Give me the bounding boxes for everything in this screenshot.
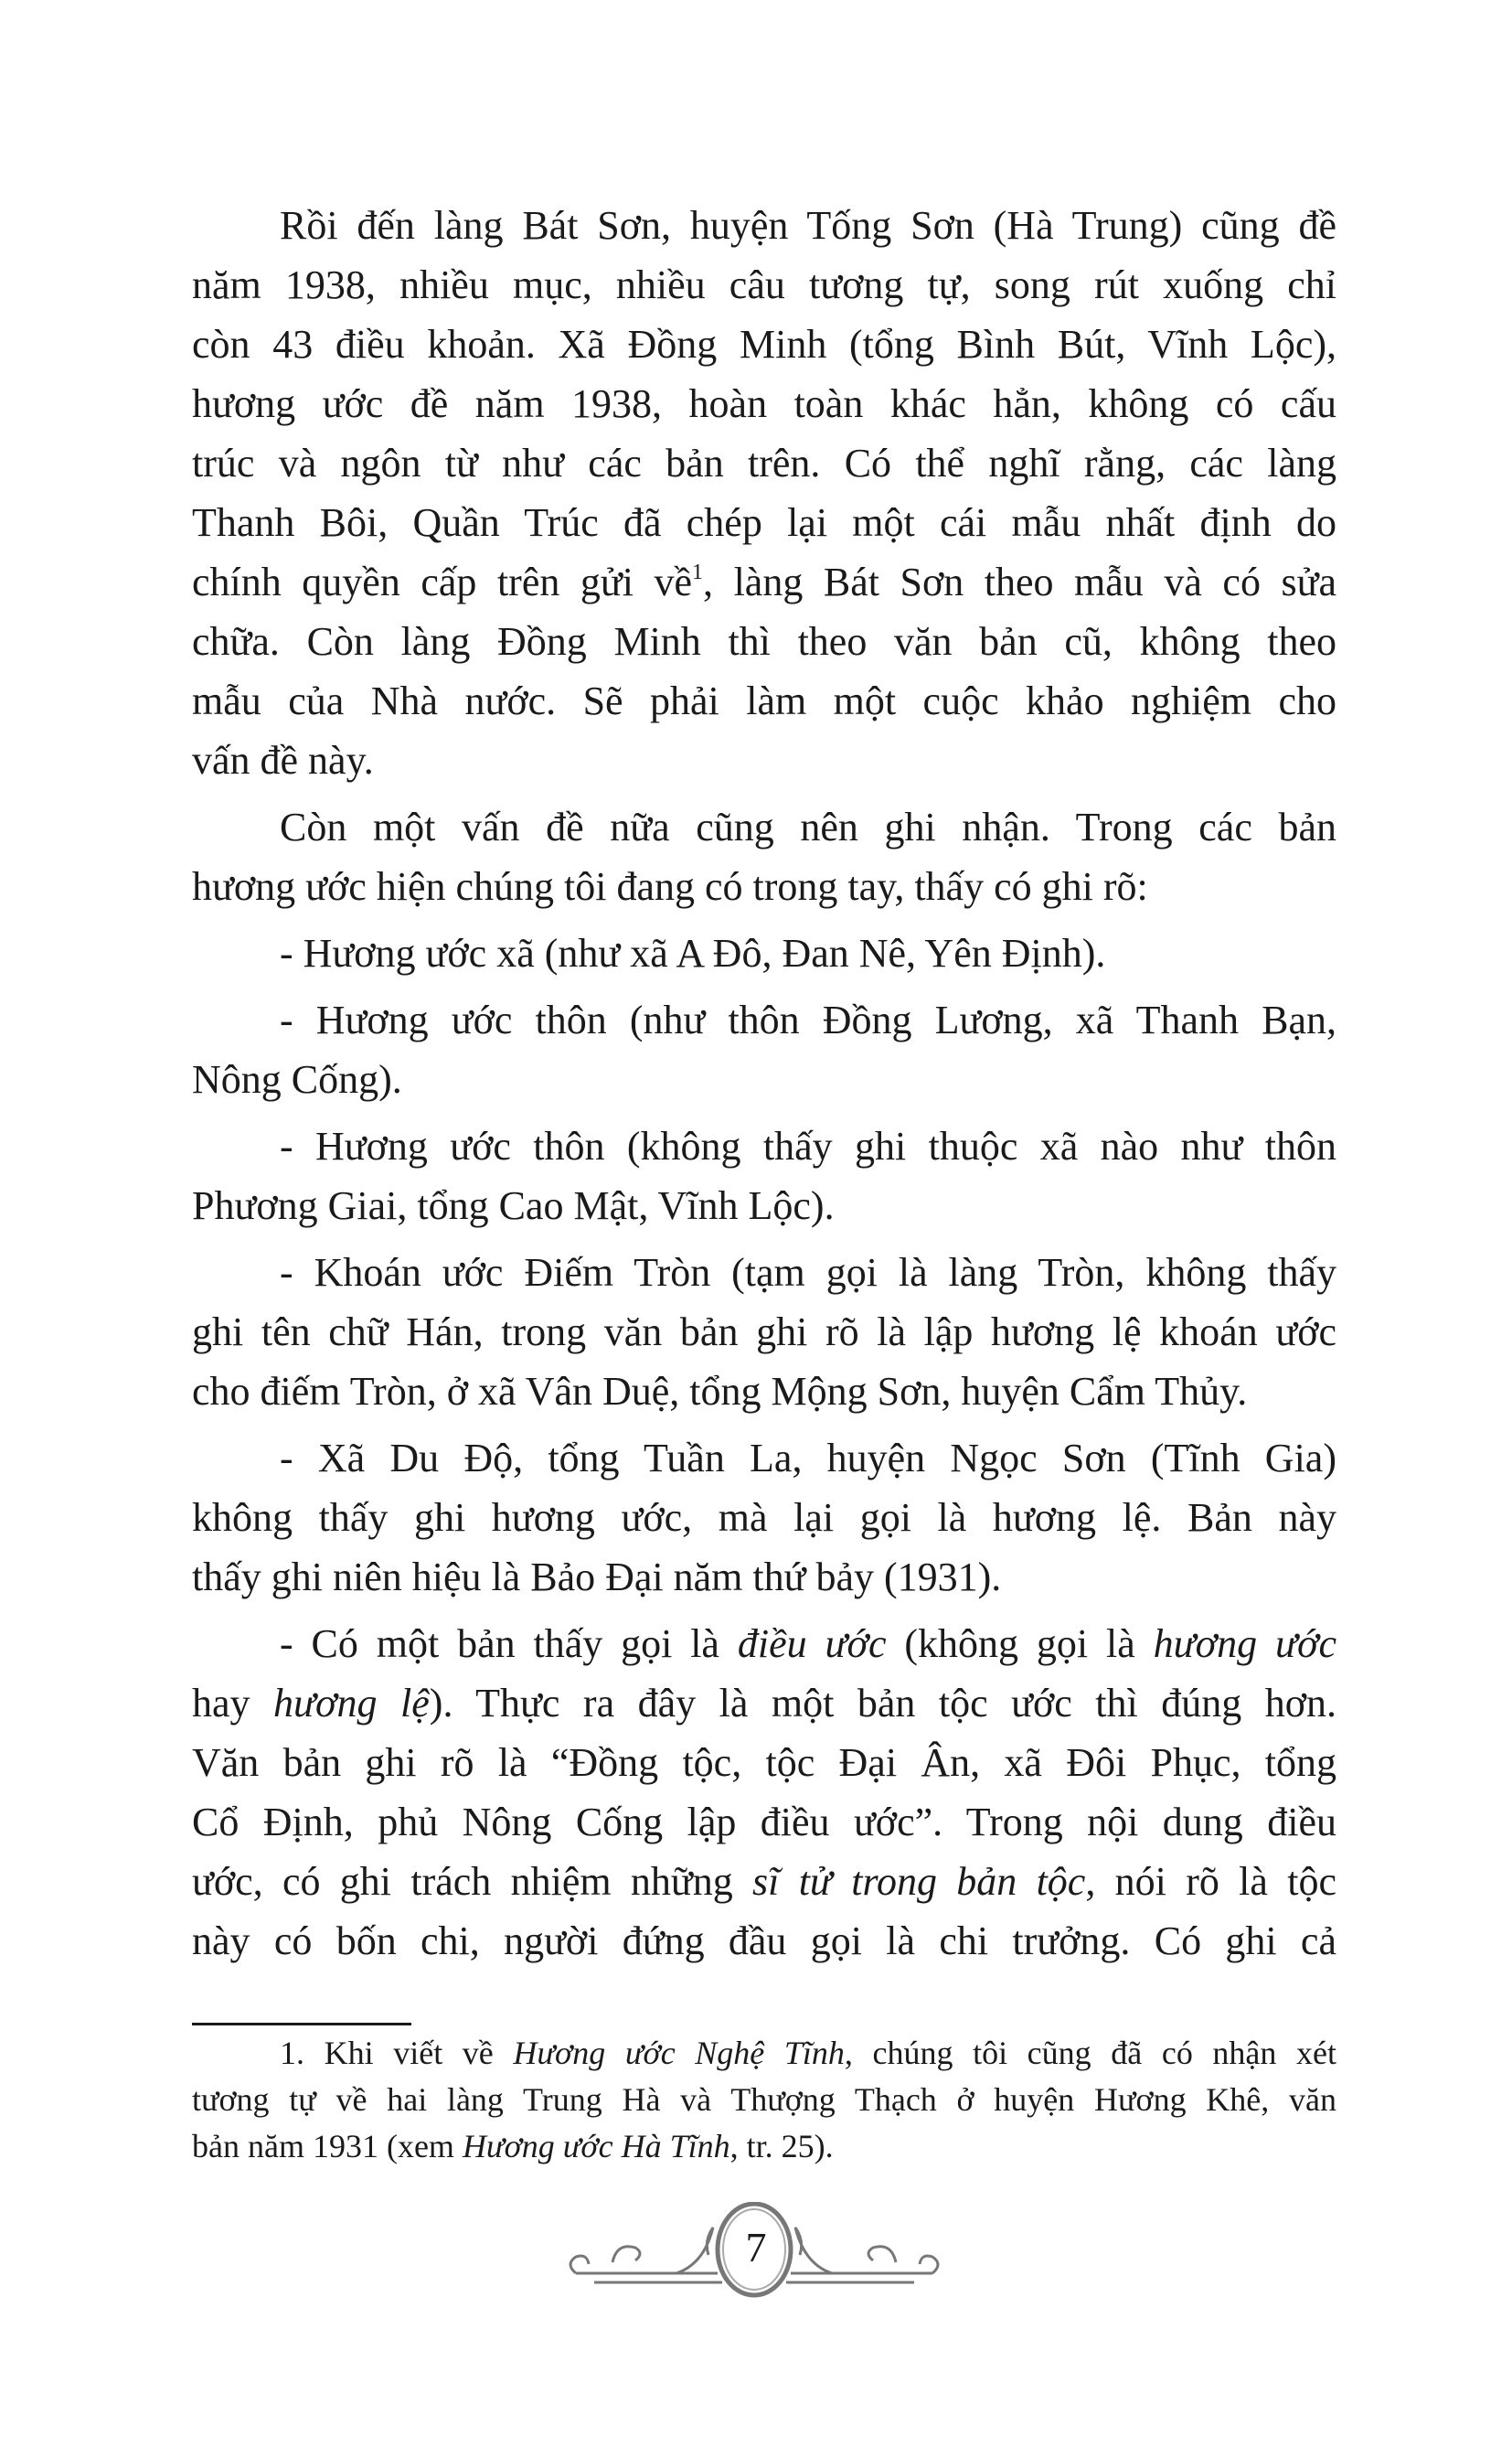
text-segment: , nói rõ là tộc [1085,1859,1336,1904]
text-segment: , tr. 25). [729,2128,834,2164]
text-segment: Văn bản ghi rõ là “Đồng tộc, tộc Đại Ân, xã Đôi Phục, tổng [192,1740,1336,1785]
text-line [192,1792,1336,1852]
paragraph [192,1614,1336,1971]
text-segment: ). Thực ra đây là một bản tộc ước thì đúng hơn. [429,1681,1337,1726]
text-line [192,924,1336,983]
text-segment: năm 1938, nhiều mục, nhiều câu tương tự, song rút xuống chỉ [192,262,1336,307]
text-segment: này có bốn chi, người đứng đầu gọi là chi trưởng. Có ghi cả [192,1918,1336,1963]
text-line [192,1302,1336,1362]
footnote-reference: 1 [692,561,704,584]
paragraph [192,990,1336,1109]
text-segment: , làng Bát Sơn theo mẫu và có sửa [703,560,1336,604]
text-segment: không thấy ghi hương ước, mà lại gọi là hương lệ. Bản này [192,1495,1336,1540]
text-line [192,493,1336,552]
text-line [192,1852,1336,1911]
text-line [192,1176,1336,1235]
text-segment: hương ước hiện chúng tôi đang có trong tay, thấy có ghi rõ: [192,864,1148,909]
italic-text: Hương ước Hà Tĩnh [462,2128,730,2164]
text-line [192,374,1336,433]
text-segment: chữa. Còn làng Đồng Minh thì theo văn bản cũ, không theo [192,619,1336,664]
italic-text: sĩ tử trong bản tộc [752,1859,1086,1904]
text-line [192,255,1336,315]
paragraph [192,196,1336,790]
italic-text: hương ước [1153,1621,1336,1666]
italic-text: điều ước [737,1621,887,1666]
text-segment: còn 43 điều khoản. Xã Đồng Minh (tổng Bình Bút, Vĩnh Lộc), [192,322,1336,367]
paragraph [192,1243,1336,1421]
text-segment: - Hương ước xã (như xã A Đô, Đan Nê, Yên Định). [280,931,1106,976]
text-segment: Còn một vấn đề nữa cũng nên ghi nhận. Trong các bản [280,805,1336,850]
text-segment: ước, có ghi trách nhiệm những [192,1859,753,1904]
footnote [192,2030,1336,2170]
text-segment: ghi tên chữ Hán, trong văn bản ghi rõ là lập hương lệ khoán ước [192,1309,1336,1354]
italic-text: hương lệ [273,1681,430,1726]
paragraph [192,1117,1336,1235]
text-line [192,552,1336,612]
text-segment: hương ước đề năm 1938, hoàn toàn khác hẳn, không có cấu [192,381,1336,426]
text-segment: thấy ghi niên hiệu là Bảo Đại năm thứ bảy (1931). [192,1555,1002,1599]
text-segment: mẫu của Nhà nước. Sẽ phải làm một cuộc khảo nghiệm cho [192,679,1336,723]
text-segment: tương tự về hai làng Trung Hà và Thượng Thạch ở huyện Hương Khê, văn [192,2081,1336,2118]
text-segment: - Có một bản thấy gọi là [280,1621,738,1666]
text-segment: 1. Khi viết về [280,2035,514,2071]
text-line [192,797,1336,857]
text-segment: - Hương ước thôn (như thôn Đồng Lương, xã Thanh Bạn, [280,998,1336,1042]
text-line [192,612,1336,671]
text-line [192,1117,1336,1176]
text-line [192,1911,1336,1971]
page-number: 7 [745,2224,767,2271]
text-line [192,1428,1336,1488]
paragraph [192,797,1336,916]
text-line [192,671,1336,731]
text-segment: trúc và ngôn từ như các bản trên. Có thể nghĩ rằng, các làng [192,441,1336,486]
text-segment: Thanh Bôi, Quần Trúc đã chép lại một cái mẫu nhất định do [192,500,1336,545]
text-line [192,1243,1336,1302]
text-segment: Phương Giai, tổng Cao Mật, Vĩnh Lộc). [192,1183,835,1228]
text-segment: chính quyền cấp trên gửi về [192,560,693,604]
text-segment: bản năm 1931 (xem [192,2128,463,2164]
text-segment: Cổ Định, phủ Nông Cống lập điều ước”. Trong nội dung điều [192,1800,1336,1844]
text-segment: Rồi đến làng Bát Sơn, huyện Tống Sơn (Hà Trung) cũng đề [280,203,1336,248]
paragraph [192,1428,1336,1607]
text-line [192,990,1336,1050]
text-segment: Nông Cống). [192,1057,402,1102]
text-line [192,1614,1336,1673]
text-line [192,1362,1336,1421]
text-line [192,1547,1336,1607]
paragraph [192,924,1336,983]
text-line [192,2030,1336,2077]
text-segment: (không gọi là [886,1621,1154,1666]
text-segment: cho điếm Tròn, ở xã Vân Duệ, tổng Mộng Sơn, huyện Cẩm Thủy. [192,1369,1248,1414]
text-segment: - Xã Du Độ, tổng Tuần La, huyện Ngọc Sơn (Tĩnh Gia) [280,1436,1336,1480]
footnote-divider [192,2023,411,2025]
text-segment: , chúng tôi cũng đã có nhận xét [844,2035,1336,2071]
text-line [192,433,1336,493]
text-segment: - Khoán ước Điếm Tròn (tạm gọi là làng Tròn, không thấy [280,1250,1336,1295]
text-line [192,1733,1336,1792]
text-line [192,731,1336,790]
text-line [192,2077,1336,2123]
body-text [192,196,1336,1978]
text-line [192,196,1336,255]
text-line [192,857,1336,916]
text-line [192,1050,1336,1109]
text-line [192,1673,1336,1733]
text-line [192,315,1336,374]
text-line [192,2123,1336,2170]
italic-text: Hương ước Nghệ Tĩnh [513,2035,845,2071]
text-line [192,1488,1336,1547]
text-segment: hay [192,1681,274,1726]
text-segment: vấn đề này. [192,738,374,783]
text-segment: - Hương ước thôn (không thấy ghi thuộc xã nào như thôn [280,1124,1336,1169]
